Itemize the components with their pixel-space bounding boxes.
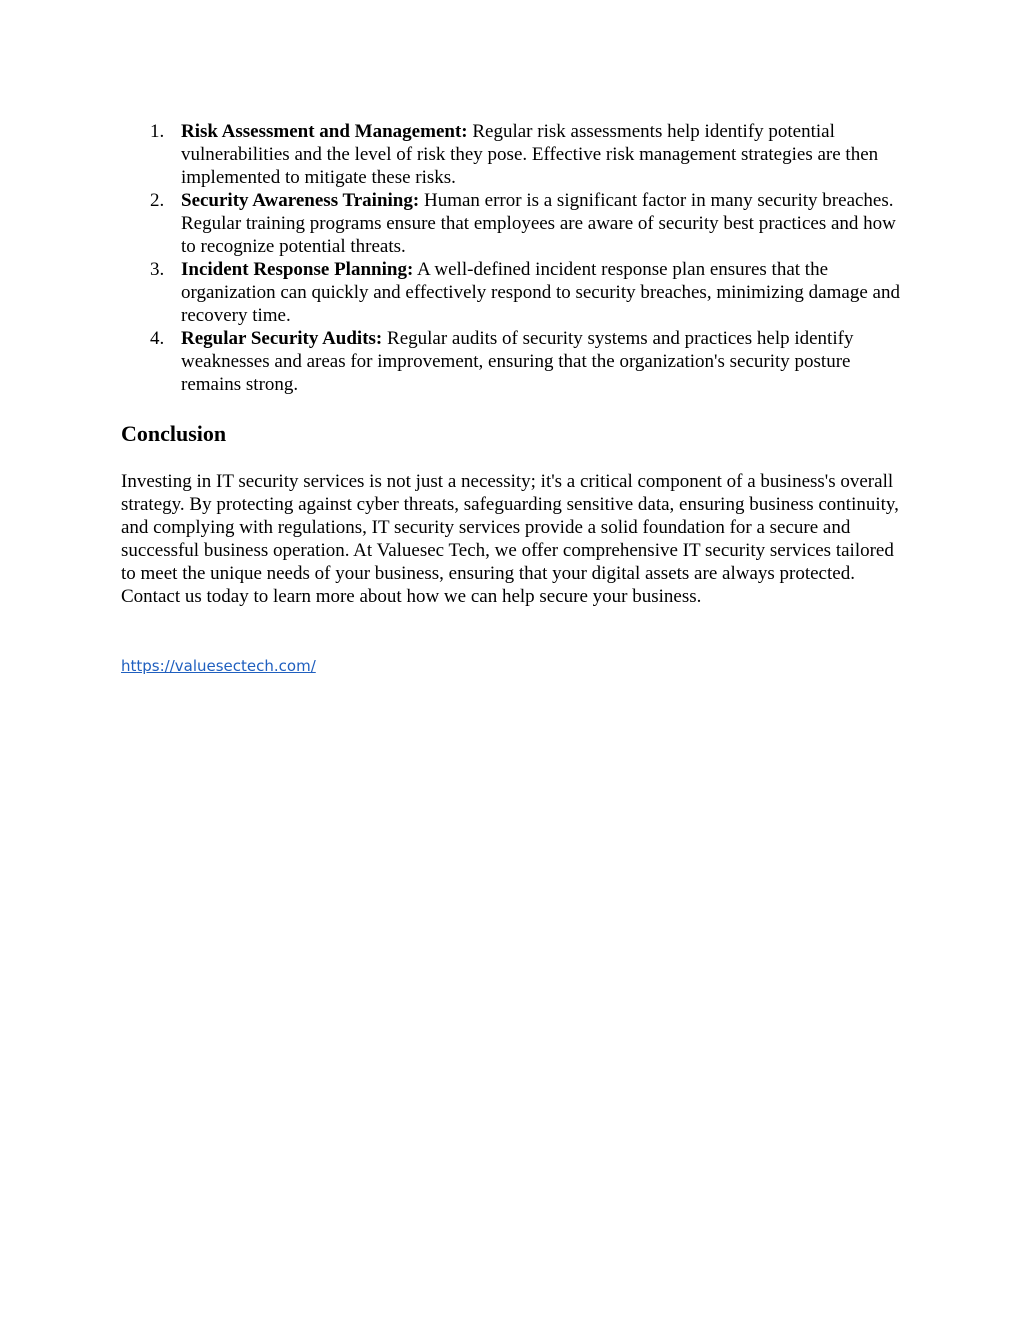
list-item-number: 3. — [150, 259, 165, 280]
list-item-number: 2. — [150, 190, 165, 211]
list-item — [121, 258, 911, 327]
list-item-number: 1. — [150, 121, 165, 142]
list-item — [121, 327, 911, 396]
list-item-term: Incident Response Planning: — [181, 259, 414, 280]
list-item-term: Risk Assessment and Management: — [181, 121, 468, 142]
list-item-term: Regular Security Audits: — [181, 328, 383, 349]
list-item — [121, 189, 911, 258]
list-item-number: 4. — [150, 328, 165, 349]
list-item-text: Regular risk assessments help identify potential vulnerabilities and the level of risk they pose. Effective risk management strategies are then implemented to mitigate these risks. — [181, 121, 879, 188]
list-item-text: A well-defined incident response plan ensures that the organization can quickly and effectively respond to security breaches, minimizing damage and recovery time. — [181, 259, 900, 326]
website-link[interactable]: https://valuesectech.com/ — [121, 657, 316, 675]
security-practices-list — [121, 120, 911, 396]
list-item — [121, 120, 911, 189]
conclusion-heading: Conclusion — [121, 421, 227, 446]
list-item-text: Regular audits of security systems and practices help identify weaknesses and areas for improvement, ensuring that the organization's security posture remains strong. — [181, 328, 854, 395]
list-item-text: Human error is a significant factor in many security breaches. Regular training programs ensure that employees are aware of security best practices and how to recognize potential threats. — [181, 190, 896, 257]
conclusion-paragraph: Investing in IT security services is not just a necessity; it's a critical component of a business's overall strategy. By protecting against cyber threats, safeguarding sensitive data, ensuring business continuity, and complying with regulations, IT security services provide a solid foundation for a secure and successful business operation. At Valuesec Tech, we offer comprehensive IT security services tailored to meet the unique needs of your business, ensuring that your digital assets are always protected. Contact us today to learn more about how we can help secure your business. — [121, 471, 899, 607]
list-item-term: Security Awareness Training: — [181, 190, 420, 211]
